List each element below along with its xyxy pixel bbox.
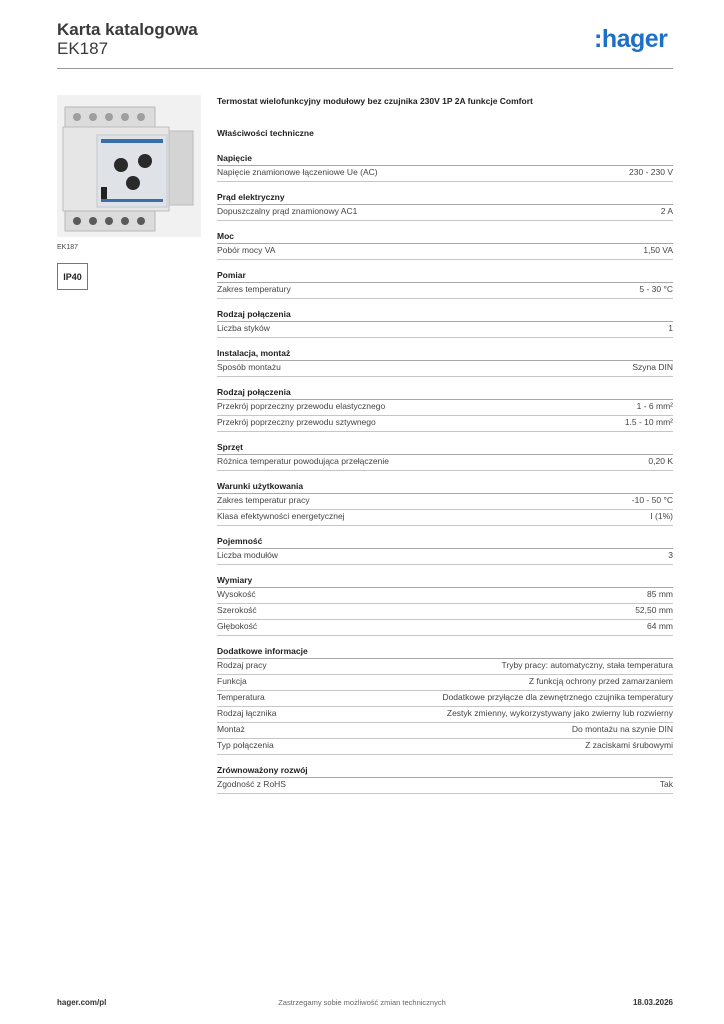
spec-row xyxy=(217,283,673,299)
spec-value: 64 mm xyxy=(647,621,673,631)
spec-value: 1 - 6 mm² xyxy=(636,401,673,411)
section-title: Pomiar xyxy=(217,270,673,283)
spec-value: Z funkcją ochrony przed zamarzaniem xyxy=(528,676,673,686)
spec-row xyxy=(217,778,673,794)
thermostat-device-illustration xyxy=(57,95,201,237)
spec-section xyxy=(217,153,673,182)
section-title: Prąd elektryczny xyxy=(217,192,673,205)
spec-label: Szerokość xyxy=(217,605,257,615)
spec-value: 1.5 - 10 mm² xyxy=(624,417,673,427)
spec-value: 0,20 K xyxy=(648,456,673,466)
spec-label: Typ połączenia xyxy=(217,740,274,750)
spec-label: Rodzaj pracy xyxy=(217,660,267,670)
spec-section xyxy=(217,442,673,471)
footer-website: hager.com/pl xyxy=(57,998,107,1007)
spec-value: 1,50 VA xyxy=(643,245,673,255)
spec-row xyxy=(217,205,673,221)
spec-section xyxy=(217,481,673,526)
spec-label: Temperatura xyxy=(217,692,265,702)
spec-row xyxy=(217,361,673,377)
spec-row xyxy=(217,675,673,691)
spec-label: Klasa efektywności energetycznej xyxy=(217,511,345,521)
spec-section xyxy=(217,387,673,432)
spec-row xyxy=(217,620,673,636)
spec-row xyxy=(217,510,673,526)
section-title: Napięcie xyxy=(217,153,673,166)
section-title: Wymiary xyxy=(217,575,673,588)
hager-logo: :hager xyxy=(594,25,668,53)
spec-value: 52,50 mm xyxy=(635,605,673,615)
spec-label: Sposób montażu xyxy=(217,362,281,372)
section-title: Warunki użytkowania xyxy=(217,481,673,494)
spec-value: Tak xyxy=(659,779,673,789)
product-description: Termostat wielofunkcyjny modułowy bez czujnika 230V 1P 2A funkcje Comfort xyxy=(217,96,533,106)
spec-row xyxy=(217,659,673,675)
spec-row xyxy=(217,400,673,416)
section-title: Zrównoważony rozwój xyxy=(217,765,673,778)
header-divider xyxy=(57,68,673,69)
spec-content xyxy=(217,96,673,804)
spec-label: Głębokość xyxy=(217,621,258,631)
spec-value: 3 xyxy=(668,550,673,560)
spec-value: Szyna DIN xyxy=(632,362,673,372)
spec-row xyxy=(217,604,673,620)
spec-section xyxy=(217,575,673,636)
spec-label: Pobór mocy VA xyxy=(217,245,276,255)
spec-row xyxy=(217,416,673,432)
spec-row xyxy=(217,739,673,755)
spec-value: -10 - 50 °C xyxy=(631,495,673,505)
page-title: Karta katalogowa xyxy=(57,20,198,39)
spec-value: Do montażu na szynie DIN xyxy=(571,724,673,734)
footer-date: 18.03.2026 xyxy=(632,998,673,1007)
product-code: EK187 xyxy=(57,39,109,58)
spec-label: Napięcie znamionowe łączeniowe Ue (AC) xyxy=(217,167,378,177)
spec-section xyxy=(217,192,673,221)
spec-value: 85 mm xyxy=(647,589,673,599)
spec-label: Przekrój poprzeczny przewodu sztywnego xyxy=(217,417,376,427)
spec-label: Funkcja xyxy=(217,676,247,686)
spec-row xyxy=(217,588,673,604)
spec-value: Dodatkowe przyłącze dla zewnętrznego czujnika temperatury xyxy=(442,692,673,702)
spec-row xyxy=(217,691,673,707)
spec-label: Dopuszczalny prąd znamionowy AC1 xyxy=(217,206,358,216)
spec-section xyxy=(217,765,673,794)
section-title: Rodzaj połączenia xyxy=(217,309,673,322)
footer-notice: Zastrzegamy sobie możliwość zmian technicznych xyxy=(278,998,446,1007)
spec-label: Różnica temperatur powodująca przełączenie xyxy=(217,456,389,466)
spec-label: Zakres temperatury xyxy=(217,284,291,294)
spec-row xyxy=(217,494,673,510)
spec-row xyxy=(217,244,673,260)
spec-label: Wysokość xyxy=(217,589,256,599)
spec-label: Rodzaj łącznika xyxy=(217,708,277,718)
spec-section xyxy=(217,309,673,338)
spec-row xyxy=(217,549,673,565)
image-caption: EK187 xyxy=(57,244,79,251)
spec-value: 230 - 230 V xyxy=(629,167,673,177)
spec-label: Zakres temperatur pracy xyxy=(217,495,310,505)
spec-row xyxy=(217,723,673,739)
spec-section xyxy=(217,646,673,755)
spec-value: I (1%) xyxy=(650,511,673,521)
spec-label: Montaż xyxy=(217,724,245,734)
spec-section xyxy=(217,536,673,565)
spec-row xyxy=(217,455,673,471)
section-title: Instalacja, montaż xyxy=(217,348,673,361)
technical-properties-title: Właściwości techniczne xyxy=(217,128,314,138)
spec-row xyxy=(217,707,673,723)
spec-section xyxy=(217,231,673,260)
spec-section xyxy=(217,270,673,299)
spec-value: Z zaciskami śrubowymi xyxy=(585,740,673,750)
section-title: Sprzęt xyxy=(217,442,673,455)
spec-row xyxy=(217,322,673,338)
spec-label: Zgodność z RoHS xyxy=(217,779,286,789)
spec-value: 2 A xyxy=(660,206,673,216)
spec-value: Tryby pracy: automatyczny, stała temperatura xyxy=(501,660,673,670)
section-title: Pojemność xyxy=(217,536,673,549)
spec-label: Liczba modułów xyxy=(217,550,278,560)
section-title: Moc xyxy=(217,231,673,244)
product-image xyxy=(57,95,201,237)
spec-sections xyxy=(217,153,673,794)
spec-value: 1 xyxy=(668,323,673,333)
section-title: Dodatkowe informacje xyxy=(217,646,673,659)
spec-value: Zestyk zmienny, wykorzystywany jako zwierny lub rozwierny xyxy=(446,708,673,718)
spec-label: Liczba styków xyxy=(217,323,270,333)
ip-rating-badge: IP40 xyxy=(57,263,88,290)
spec-section xyxy=(217,348,673,377)
spec-label: Przekrój poprzeczny przewodu elastycznego xyxy=(217,401,386,411)
spec-row xyxy=(217,166,673,182)
spec-value: 5 - 30 °C xyxy=(639,284,673,294)
section-title: Rodzaj połączenia xyxy=(217,387,673,400)
